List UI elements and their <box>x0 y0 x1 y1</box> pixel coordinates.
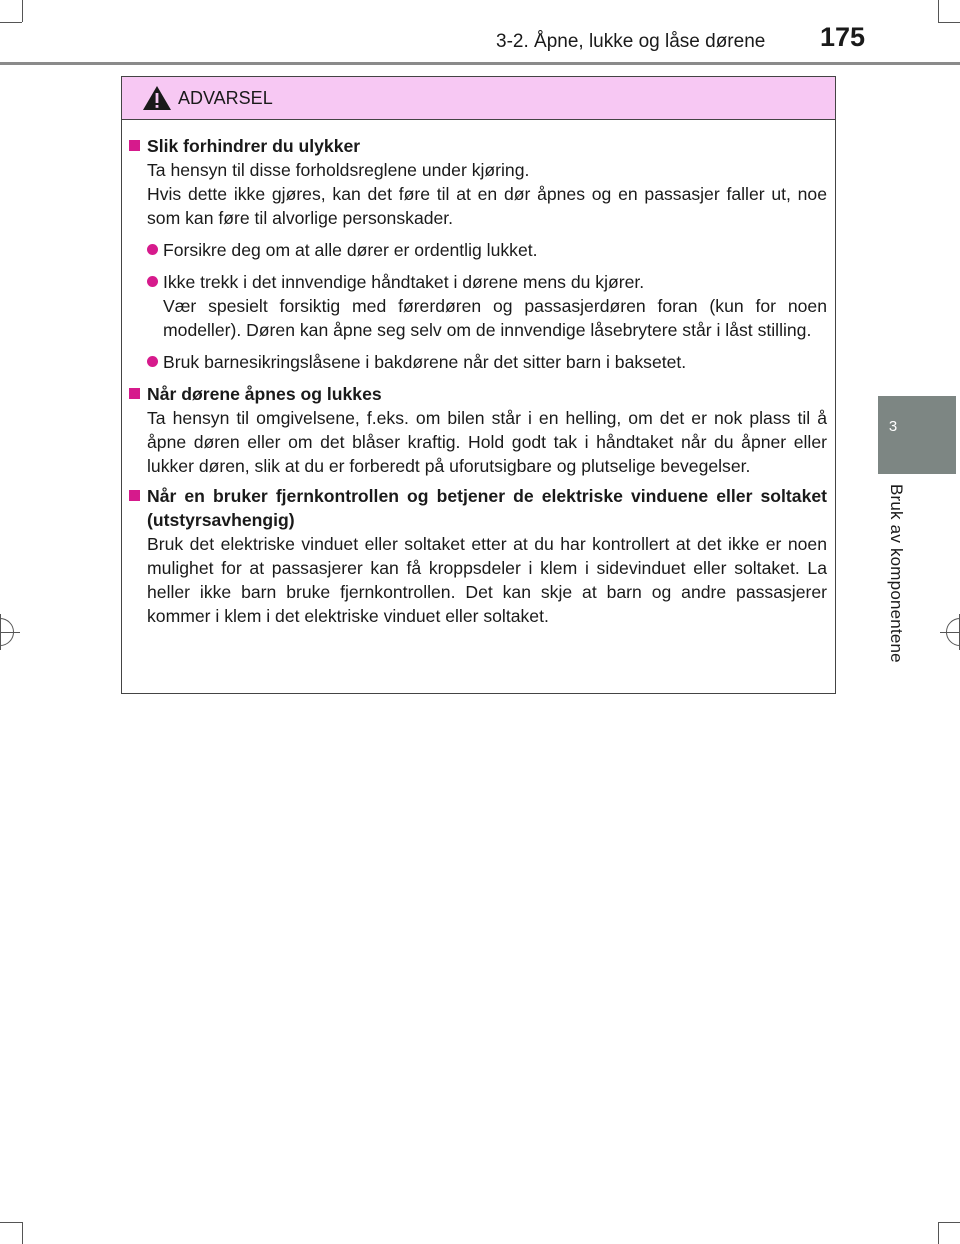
warning-section <box>129 134 827 374</box>
paragraph: Ta hensyn til disse forholdsreglene under kjøring. <box>147 160 530 180</box>
paragraph: Ta hensyn til omgivelsene, f.eks. om bilen står i en helling, om det er nok plass til å åpne døren eller om det blåser kraftig. Hold godt tak i håndtaket når du åpner eller lukker døren, slik at du er forberedt på uforutsigbare og plutselige bevegelser. <box>147 408 827 476</box>
warning-triangle-icon <box>142 85 172 116</box>
square-bullet-icon <box>129 490 140 501</box>
paragraph: Hvis dette ikke gjøres, kan det føre til at en dør åpnes og en passasjer faller ut, noe som kan føre til alvorlige personskader. <box>147 184 827 228</box>
warning-body <box>122 120 835 628</box>
bullet-text: Forsikre deg om at alle dører er ordentlig lukket. <box>163 240 538 260</box>
round-bullet-icon <box>147 276 158 287</box>
section-heading: Når dørene åpnes og lukkes <box>129 382 827 406</box>
bullet-item <box>129 350 827 374</box>
bullet-item <box>129 238 827 262</box>
warning-box <box>121 76 836 694</box>
warning-title: ADVARSEL <box>178 88 273 108</box>
bullet-item <box>129 270 827 342</box>
square-bullet-icon <box>129 388 140 399</box>
bullet-detail: Vær spesielt forsiktig med førerdøren og passasjerdøren foran (kun for noen modeller). Døren kan åpne seg selv om de innvendige låsebrytere står i låst stilling. <box>163 296 827 340</box>
warning-section <box>129 382 827 478</box>
bullet-text: Ikke trekk i det innvendige håndtaket i dørene mens du kjører. <box>163 272 645 292</box>
round-bullet-icon <box>147 244 158 255</box>
warning-section <box>129 484 827 628</box>
round-bullet-icon <box>147 356 158 367</box>
page-number: 175 <box>820 22 866 52</box>
chapter-tab <box>878 396 956 474</box>
warning-header <box>122 77 835 120</box>
section-title: 3-2. Åpne, lukke og låse dørene <box>496 31 766 52</box>
section-heading: Når en bruker fjernkontrollen og betjener de elektriske vinduene eller soltaket (utstyrsavhengig) <box>129 484 827 532</box>
section-heading: Slik forhindrer du ulykker <box>129 134 827 158</box>
header-rule <box>0 62 960 65</box>
chapter-number: 3 <box>888 418 898 435</box>
paragraph: Bruk det elektriske vinduet eller soltaket etter at du har kontrollert at det ikke er noen mulighet for at passasjerer kan få kroppsdeler i klem i sidevinduet eller soltaket. La heller ikke barn bruke fjernkontrollen. Det kan skje at barn og andre passasjerer kommer i klem i det elektriske vinduet eller soltaket. <box>147 534 827 626</box>
square-bullet-icon <box>129 140 140 151</box>
chapter-title: Bruk av komponentene <box>887 484 906 663</box>
bullet-text: Bruk barnesikringslåsene i bakdørene når det sitter barn i baksetet. <box>163 352 687 372</box>
